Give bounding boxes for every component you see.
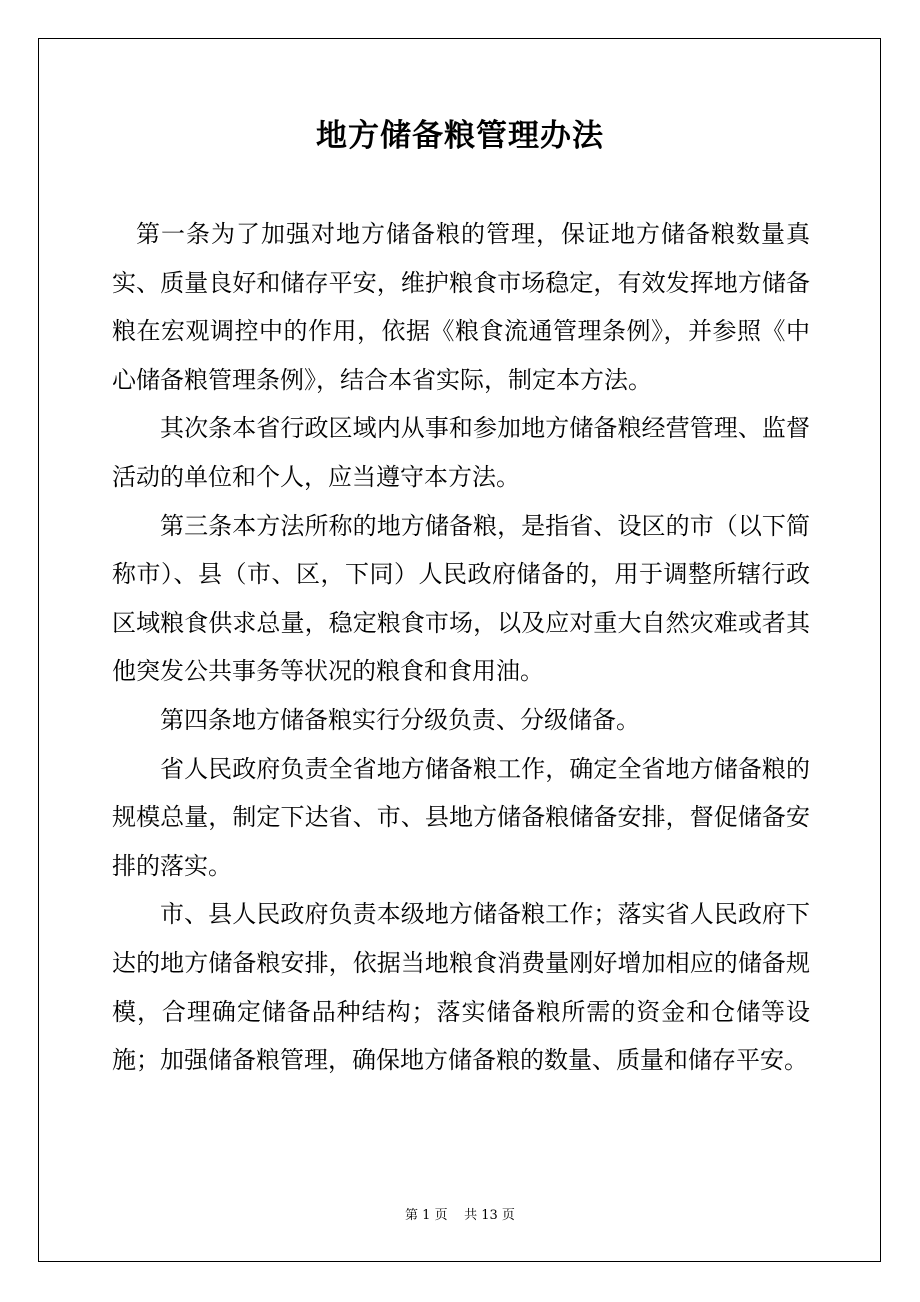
city-county-duty-paragraph: 市、县人民政府负责本级地方储备粮工作；落实省人民政府下达的地方储备粮安排，依据当地粮食消费量刚好增加相应的储备规模，合理确定储备品种结构；落实储备粮所需的资金和仓储等设施；加强储备粮管理，确保地方储备粮的数量、质量和储存平安。 [112,900,810,1075]
article-1-paragraph: 第一条为了加强对地方储备粮的管理，保证地方储备粮数量真实、质量良好和储存平安，维护粮食市场稳定，有效发挥地方储备粮在宏观调控中的作用，依据《粮食流通管理条例》，并参照《中心储备粮管理条例》，结合本省实际，制定本方法。 [112,220,810,394]
document-title: 地方储备粮管理办法 [316,118,604,154]
page-number: 第 1 页 [405,1208,448,1223]
provincial-duty-paragraph: 省人民政府负责全省地方储备粮工作，确定全省地方储备粮的规模总量，制定下达省、市、县地方储备粮储备安排，督促储备安排的落实。 [112,754,810,880]
document-body [112,210,810,1085]
total-pages: 共 13 页 [464,1208,515,1223]
article-2-paragraph: 其次条本省行政区域内从事和参加地方储备粮经营管理、监督活动的单位和个人，应当遵守本方法。 [112,414,810,491]
footer-spacer [448,1208,465,1223]
page-footer [0,1206,920,1226]
article-3-paragraph: 第三条本方法所称的地方储备粮，是指省、设区的市（以下简称市）、县（市、区，下同）人民政府储备的，用于调整所辖行政区域粮食供求总量，稳定粮食市场，以及应对重大自然灾难或者其他突发公共事务等状况的粮食和食用油。 [112,511,810,686]
article-4-paragraph: 第四条地方储备粮实行分级负责、分级储备。 [160,705,640,734]
